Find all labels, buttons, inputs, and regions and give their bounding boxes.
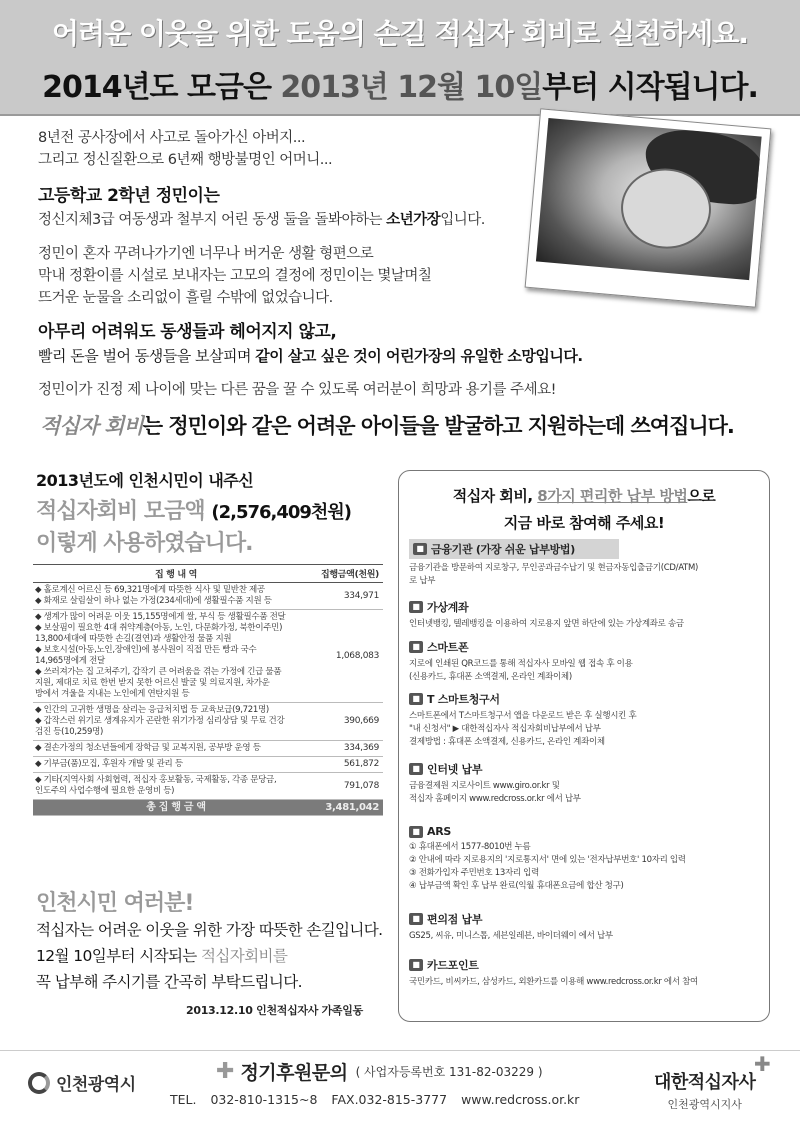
usage-line: 방에서 겨울을 지내는 노인에게 연탄지원 등 — [35, 689, 190, 699]
usage-description — [33, 773, 319, 800]
incheon-emblem-icon — [28, 1072, 50, 1094]
usage-line: ◆ 보살핌이 필요한 4대 취약계층(아동, 노인, 다문화가정, 북한이주민) — [35, 623, 283, 633]
redcross-logo — [654, 1052, 771, 1112]
usage-description — [33, 741, 319, 757]
total-row — [33, 800, 383, 816]
header-date: 2013년 12월 10일 — [280, 70, 543, 105]
column-header: 집행금액(천원) — [319, 565, 383, 583]
store-icon: ■ — [409, 913, 423, 925]
contact-title — [216, 1058, 543, 1085]
payment-method-name: T 스마트청구서 — [427, 693, 500, 706]
contact-info — [170, 1092, 579, 1107]
smartphone-icon: ■ — [409, 641, 423, 653]
t-bill-icon: ■ — [409, 693, 423, 705]
ars-phone-icon: ■ — [409, 826, 423, 838]
usage-line: ◆ 인간의 고귀한 생명을 살리는 응급처치법 등 교육보급(9,721명) — [35, 705, 269, 715]
payment-method-line: 지로에 인쇄된 QR코드를 통해 적십자사 모바일 웹 접속 후 이용 — [409, 659, 633, 669]
story-line: 정민이가 진정 제 나이에 맞는 다른 꿈을 꿀 수 있도록 여러분이 희망과 용기를 주세요! — [38, 382, 556, 398]
table-row — [33, 741, 383, 757]
table-row — [33, 703, 383, 741]
payment-method-line: ① 휴대폰에서 1577-8010번 누름 — [409, 842, 531, 852]
table-row — [33, 583, 383, 610]
payment-method-line: 적십자 홈페이지 www.redcross.or.kr 에서 납부 — [409, 794, 581, 804]
usage-amount-cell: 334,369 — [319, 741, 383, 757]
payment-method-header — [409, 539, 619, 559]
usage-title1: 2013년도에 인천시민이 내주신 — [36, 471, 254, 490]
header-line2-c: 부터 시작됩니다. — [542, 70, 758, 105]
appeal-line: 꼭 납부해 주시기를 간곡히 부탁드립니다. — [36, 973, 302, 991]
business-reg-number: ( 사업자등록번호 131-82-03229 ) — [355, 1065, 543, 1079]
redcross-branch: 인천광역시지사 — [667, 1098, 742, 1111]
payment-method-body — [409, 658, 759, 684]
table-row — [33, 757, 383, 773]
story-text: 정신지체3급 여동생과 철부지 어린 동생 둘을 돌봐야하는 — [38, 212, 387, 228]
slogan-text: 는 정민이와 같은 어려운 아이들을 발굴하고 지원하는데 쓰여집니다. — [142, 414, 734, 438]
payment-method — [409, 825, 759, 893]
payment-method — [409, 957, 759, 989]
header-line2 — [0, 62, 800, 106]
account-icon: ■ — [409, 601, 423, 613]
usage-line: 지원, 제대로 치료 한번 받지 못한 어르신 발굴 및 의료지원, 차가운 — [35, 678, 270, 688]
usage-line: ◆ 갑작스런 위기로 생계유지가 곤란한 위기가정 심리상담 및 무료 건강 — [35, 716, 285, 726]
payment-method — [409, 599, 759, 631]
usage-description — [33, 610, 319, 703]
usage-line: ◆ 결손가정의 청소년들에게 장학금 및 교복지원, 공부방 운영 등 — [35, 743, 261, 753]
payment-method-header — [409, 691, 759, 707]
fax-number: FAX.032-815-3777 — [331, 1092, 448, 1107]
story-heading: 고등학교 2학년 정민이는 — [38, 186, 220, 206]
payment-method-name: 가상계좌 — [427, 601, 469, 614]
appeal-highlight: 적십자회비를 — [201, 947, 288, 965]
payment-method — [409, 539, 759, 588]
header-line2-a: 2014년도 모금은 — [42, 70, 281, 105]
payment-method-name: ARS — [427, 825, 452, 838]
payment-method — [409, 911, 759, 943]
usage-line: ◆ 쓰러져가는 집 고쳐주기, 갑작기 큰 어려움을 겪는 가정에 긴급 물품 — [35, 667, 282, 677]
table-header-row — [33, 565, 383, 583]
redcross-cross-icon: ✚ — [754, 1052, 771, 1076]
payment-method-body — [409, 930, 759, 943]
payment-method-header — [409, 599, 759, 615]
usage-line: ◆ 보호시설(아동,노인,장애인)에 봉사원이 직접 만든 빵과 국수 — [35, 645, 257, 655]
payment-method-body — [409, 841, 759, 893]
column-header: 집 행 내 역 — [33, 565, 319, 583]
payment-method-line: 로 납부 — [409, 576, 436, 586]
payment-method-header — [409, 639, 759, 655]
payment-method-header — [409, 825, 759, 838]
payment-method-line: 금융결제원 지로사이트 www.giro.or.kr 및 — [409, 781, 560, 791]
header-banner — [0, 0, 800, 116]
story-text: 입니다. — [440, 212, 485, 228]
payment-method-line: 스마트폰에서 T스마트청구서 앱을 다운로드 받은 후 실행시킨 후 — [409, 711, 637, 721]
story-emphasis: 같이 살고 싶은 것이 어린가장의 유일한 소망입니다. — [255, 347, 583, 365]
payment-method-line: "내 신청서" ▶ 대한적십자사 적십자회비납부에서 납부 — [409, 724, 601, 734]
story-line: 8년전 공사장에서 사고로 돌아가신 아버지... — [38, 130, 306, 146]
payment-method — [409, 639, 759, 684]
payment-method-body — [409, 562, 759, 588]
usage-line: 13,800세대에 따뜻한 손길(결연)과 생활안정 물품 지원 — [35, 634, 232, 644]
appeal-line: 적십자는 어려운 이웃을 위한 가장 따뜻한 손길입니다. — [36, 921, 383, 939]
payment-method-line: 금융기관을 방문하여 지로창구, 무인공과금수납기 및 현금자동입출금기(CD/ATM) — [409, 563, 699, 573]
contact-heading: 정기후원문의 — [240, 1062, 348, 1084]
usage-title3: 이렇게 사용하였습니다. — [36, 531, 253, 556]
payment-method-header — [409, 957, 759, 973]
story-line — [38, 210, 558, 230]
usage-title2-text: 적십자회비 모금액 — [36, 499, 205, 524]
usage-line: ◆ 기부금(품)모집, 후원자 개발 및 관리 등 — [35, 759, 183, 769]
story-line: 막내 정환이를 시설로 보내자는 고모의 결정에 정민이는 몇날며칠 — [38, 268, 432, 284]
usage-line: 인도주의 사업수행에 필요한 운영비 등) — [35, 786, 175, 796]
usage-line: ◆ 생계가 많이 어려운 이웃 15,155명에게 쌀, 부식 등 생활필수품 전달 — [35, 612, 286, 622]
total-label: 총 집 행 금 액 — [33, 800, 319, 816]
payment-method-line: ② 안내에 따라 지로용지의 '지로통지서' 면에 있는 '전자납부번호' 10자리 입력 — [409, 855, 686, 865]
payment-method-line: 결제방법 : 휴대폰 소액결제, 신용카드, 온라인 계좌이체 — [409, 737, 605, 747]
appeal-title: 인천시민 여러분! — [36, 891, 194, 916]
total-amount: 3,481,042 — [319, 800, 383, 816]
usage-line: ◆ 홀로계신 어르신 등 69,321명에게 따뜻한 식사 및 밑반찬 제공 — [35, 585, 265, 595]
usage-description — [33, 583, 319, 610]
appeal-text: 12월 10일부터 시작되는 — [36, 947, 202, 965]
payment-method-name: 금융기관 (가장 쉬운 납부방법) — [431, 543, 575, 556]
tel-number: TEL. 032-810-1315~8 — [170, 1092, 318, 1107]
usage-line: ◆ 기타(지역사회 사회협력, 적십자 홍보활동, 국제활동, 각종 문당금, — [35, 775, 277, 785]
payment-method-line: (신용카드, 휴대폰 소액결제, 온라인 계좌이체) — [409, 672, 572, 682]
photo-image — [536, 118, 762, 280]
appeal-line — [36, 944, 287, 966]
slogan-highlight: 적십자 회비 — [40, 414, 143, 438]
usage-title2 — [36, 494, 351, 525]
usage-description — [33, 757, 319, 773]
internet-icon: ■ — [409, 763, 423, 775]
usage-amount: (2,576,409천원) — [211, 502, 351, 523]
redcross-name: 대한적십자사 — [654, 1072, 756, 1093]
usage-amount-cell: 334,971 — [319, 583, 383, 610]
usage-amount-cell: 1,068,083 — [319, 610, 383, 703]
payment-method-body — [409, 710, 759, 749]
payment-method-header — [409, 761, 759, 777]
story-line: 정민이 혼자 꾸려나가기엔 너무나 버거운 생활 형편으로 — [38, 246, 374, 262]
methods-subtitle: 지금 바로 참여해 주세요! — [503, 514, 665, 532]
payment-method-body — [409, 618, 759, 631]
payment-method-header — [409, 911, 759, 927]
payment-methods-box — [398, 470, 770, 1022]
methods-title-text: 으로 — [687, 487, 716, 505]
incheon-logo-text: 인천광역시 — [56, 1075, 136, 1095]
table-row — [33, 610, 383, 703]
payment-method-name: 스마트폰 — [427, 641, 469, 654]
story-line — [38, 346, 638, 367]
payment-method-line: ③ 전화가입자 주민번호 13자리 입력 — [409, 868, 539, 878]
usage-amount-cell: 390,669 — [319, 703, 383, 741]
methods-title-highlight: 8가지 편리한 납부 방법 — [537, 487, 688, 505]
usage-table — [33, 564, 383, 816]
payment-method-name: 인터넷 납부 — [427, 763, 483, 776]
payment-method-line: 국민카드, 비씨카드, 삼성카드, 외환카드를 이용해 www.redcross.or.kr 에서 참여 — [409, 977, 698, 987]
incheon-logo — [28, 1070, 136, 1095]
methods-title-text: 적십자 회비, — [452, 487, 538, 505]
story-line: 뜨거운 눈물을 소리없이 흘릴 수밖에 없었습니다. — [38, 290, 333, 306]
date-signature: 2013.12.10 인천적십자사 가족일동 — [186, 1004, 363, 1017]
table-row — [33, 773, 383, 800]
payment-method-name: 편의점 납부 — [427, 913, 483, 926]
website-link[interactable]: www.redcross.or.kr — [461, 1092, 580, 1107]
payment-method-body — [409, 780, 759, 806]
slogan — [40, 410, 780, 440]
story-emphasis: 소년가장 — [386, 212, 441, 228]
payment-method-name: 카드포인트 — [427, 959, 479, 972]
header-line1: 어려운 이웃을 위한 도움의 손길 적십자 회비로 실천하세요. — [51, 17, 749, 50]
usage-description — [33, 703, 319, 741]
payment-method-line: 인터넷뱅킹, 텔레뱅킹을 이용하여 지로용지 앞면 하단에 있는 가상계좌로 송금 — [409, 619, 684, 629]
payment-method — [409, 761, 759, 806]
payment-method-line: GS25, 씨유, 미니스톱, 세븐일레븐, 바이더웨이 에서 납부 — [409, 931, 613, 941]
bank-icon: ■ — [413, 543, 427, 555]
usage-line: ◆ 화재로 살림살이 하나 없는 가정(234세대)에 생활필수품 지원 등 — [35, 596, 272, 606]
usage-line: 검진 등(10,259명) — [35, 727, 104, 737]
cross-icon: ✚ — [216, 1059, 235, 1084]
card-icon: ■ — [409, 959, 423, 971]
payment-method-line: ④ 납부금액 확인 후 납부 완료(익월 휴대폰요금에 합산 청구) — [409, 881, 624, 891]
story-text: 빨리 돈을 벌어 동생들을 보살피며 — [38, 347, 256, 365]
child-photo — [525, 108, 772, 308]
story-heading: 아무리 어려워도 동생들과 헤어지지 않고, — [38, 322, 337, 342]
story-line: 그리고 정신질환으로 6년째 행방불명인 어머니... — [38, 152, 333, 168]
payment-method-body — [409, 976, 759, 989]
usage-amount-cell: 561,872 — [319, 757, 383, 773]
payment-method — [409, 691, 759, 749]
usage-amount-cell: 791,078 — [319, 773, 383, 800]
methods-title — [409, 485, 759, 506]
usage-line: 14,965명에게 전달 — [35, 656, 105, 666]
footer-divider — [0, 1050, 800, 1051]
